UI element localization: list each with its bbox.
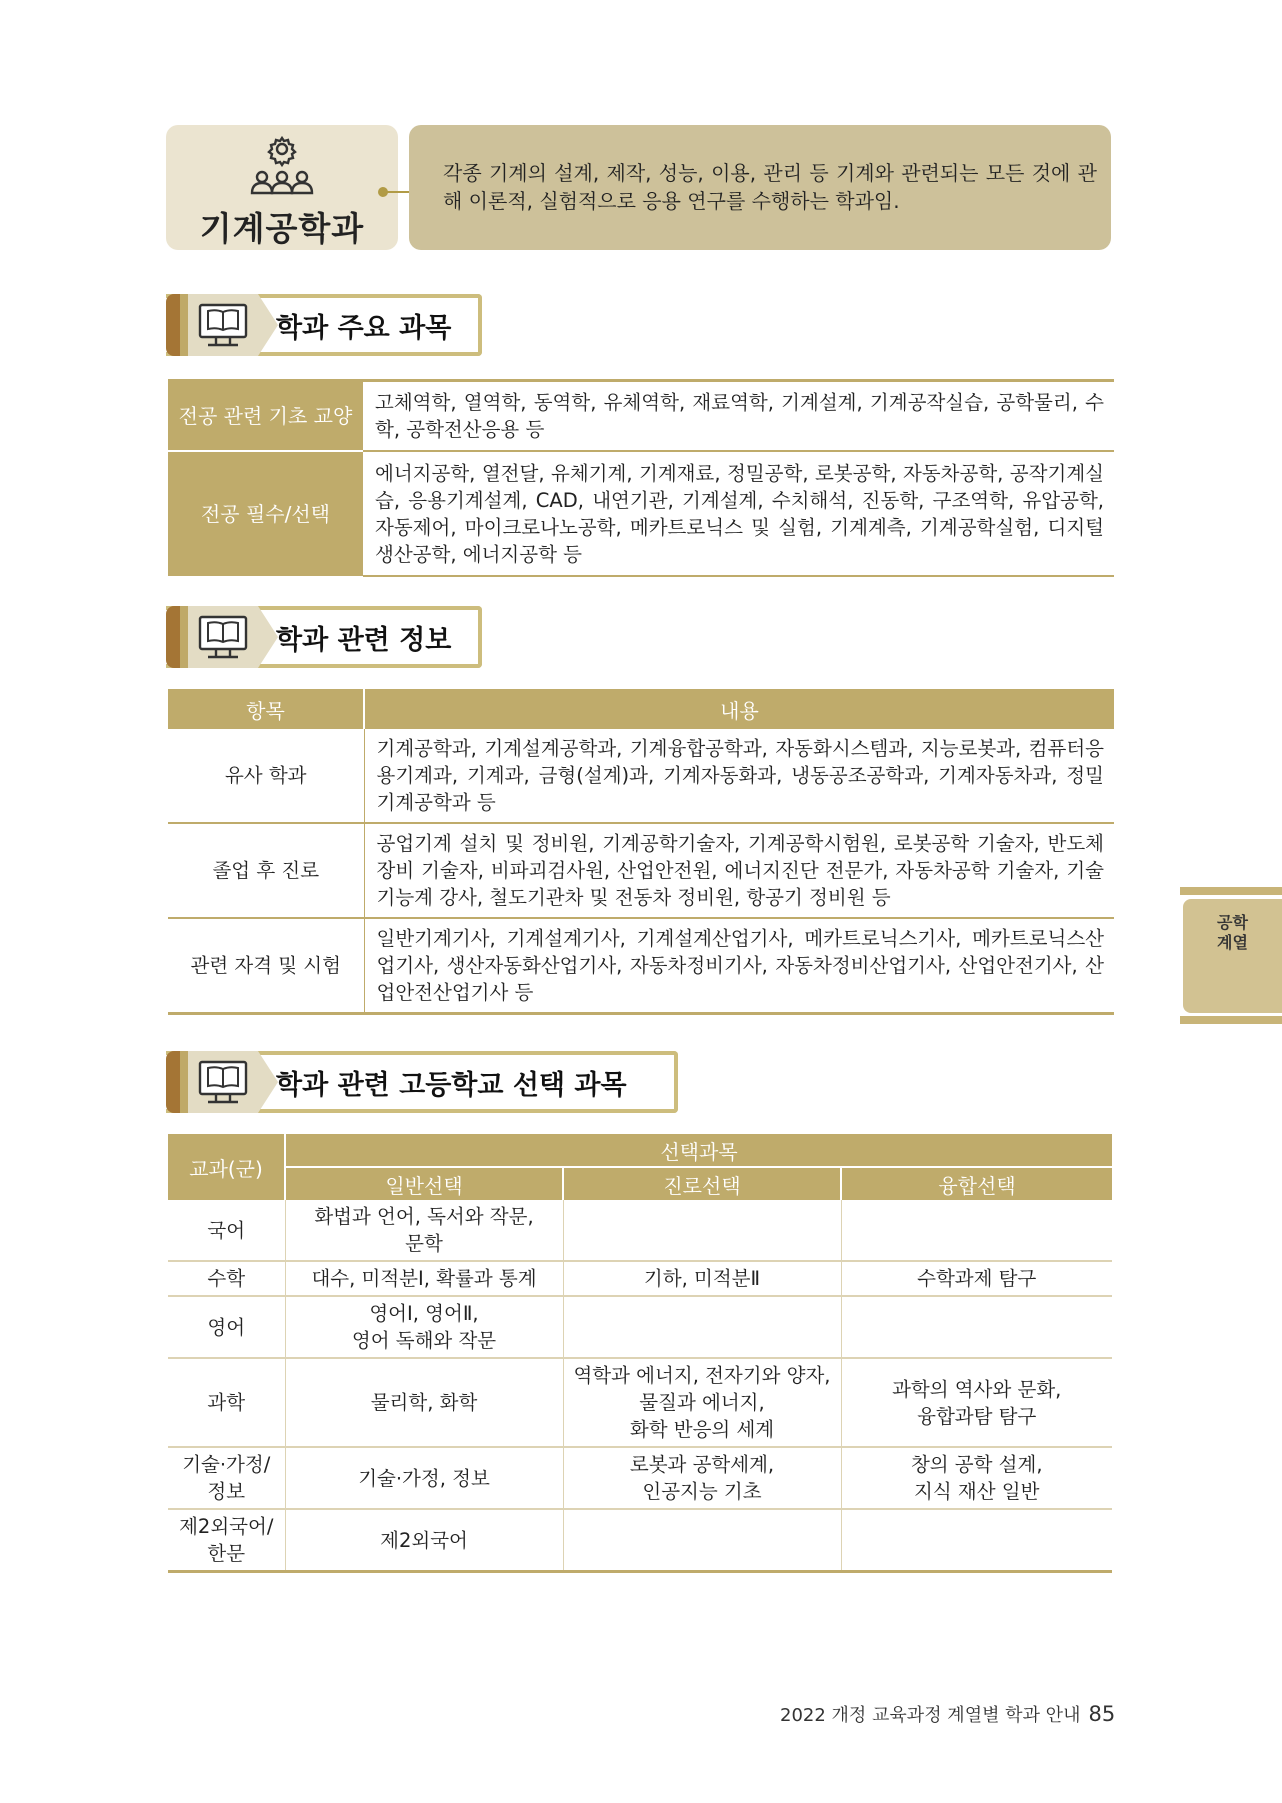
row-label: 전공 관련 기초 교양 — [168, 381, 363, 452]
cell-career: 기하, 미적분Ⅱ — [563, 1261, 841, 1296]
cell-subject: 수학 — [168, 1261, 285, 1296]
monitor-book-icon — [188, 606, 258, 668]
section-header-subjects — [166, 294, 482, 356]
cell-career — [563, 1296, 841, 1358]
department-title: 기계공학과 — [199, 209, 365, 248]
row-label: 관련 자격 및 시험 — [168, 918, 364, 1014]
header-fusion: 융합선택 — [841, 1167, 1112, 1200]
section-title: 학과 관련 정보 — [276, 625, 452, 656]
cell-subject: 과학 — [168, 1358, 285, 1447]
cell-career — [563, 1200, 841, 1261]
cell-fusion — [841, 1296, 1112, 1358]
section-header-hs-subjects — [166, 1051, 678, 1113]
table-row — [168, 1509, 1112, 1572]
row-value: 에너지공학, 열전달, 유체기계, 기계재료, 정밀공학, 로봇공학, 자동차공학, 공작기계실습, 응용기계설계, CAD, 내연기관, 기계설계, 수치해석, 진동학, 구조역학, 유압공학, 자동제어, 마이크로나노공학, 메카트로닉스 및 실험, 기계계측, 기계공학실험, 디지털생산공학, 에너지공학 등 — [363, 451, 1114, 576]
cell-general: 화법과 언어, 독서와 작문, 문학 — [285, 1200, 563, 1261]
table-row — [168, 1296, 1112, 1358]
table-header-row — [168, 1167, 1112, 1200]
row-label: 졸업 후 진로 — [168, 823, 364, 918]
table-row — [168, 451, 1114, 576]
cell-career — [563, 1509, 841, 1572]
row-value: 공업기계 설치 및 정비원, 기계공학기술자, 기계공학시험원, 로봇공학 기술자, 반도체장비 기술자, 비파괴검사원, 산업안전원, 에너지진단 전문가, 자동차공학 기술자, 기술기능계 강사, 철도기관차 및 전동차 정비원, 항공기 정비원 등 — [364, 823, 1114, 918]
row-label: 전공 필수/선택 — [168, 451, 363, 576]
category-side-tab — [1183, 899, 1282, 1013]
row-value: 일반기계기사, 기계설계기사, 기계설계산업기사, 메카트로닉스기사, 메카트로닉스산업기사, 생산자동화산업기사, 자동차정비기사, 자동차정비산업기사, 산업안전기사, 산업안전산업기사 등 — [364, 918, 1114, 1014]
table-row — [168, 1261, 1112, 1296]
cell-general: 대수, 미적분Ⅰ, 확률과 통계 — [285, 1261, 563, 1296]
row-value: 기계공학과, 기계설계공학과, 기계융합공학과, 자동화시스템과, 지능로봇과, 컴퓨터응용기계과, 기계과, 금형(설계)과, 기계자동화과, 냉동공조공학과, 기계자동차과, 정밀기계공학과 등 — [364, 729, 1114, 823]
cell-general: 기술·가정, 정보 — [285, 1447, 563, 1509]
department-description-box — [409, 125, 1111, 250]
page-number: 85 — [1088, 1702, 1116, 1726]
header-general: 일반선택 — [285, 1167, 563, 1200]
cell-fusion: 수학과제 탐구 — [841, 1261, 1112, 1296]
monitor-book-icon — [188, 294, 258, 356]
table-header-row — [168, 689, 1114, 729]
cell-subject: 국어 — [168, 1200, 285, 1261]
section-title: 학과 관련 고등학교 선택 과목 — [276, 1070, 627, 1101]
header-subject: 교과(군) — [168, 1134, 285, 1200]
cell-fusion — [841, 1200, 1112, 1261]
cell-career: 로봇과 공학세계, 인공지능 기초 — [563, 1447, 841, 1509]
header-item: 항목 — [168, 689, 364, 729]
table-row — [168, 918, 1114, 1014]
people-gear-icon — [249, 135, 315, 197]
cell-fusion: 창의 공학 설계, 지식 재산 일반 — [841, 1447, 1112, 1509]
table-row — [168, 1358, 1112, 1447]
footer-text: 2022 개정 교육과정 계열별 학과 안내 — [780, 1705, 1081, 1726]
cell-general: 영어Ⅰ, 영어Ⅱ, 영어 독해와 작문 — [285, 1296, 563, 1358]
cell-general: 물리학, 화학 — [285, 1358, 563, 1447]
header-career: 진로선택 — [563, 1167, 841, 1200]
section-title: 학과 주요 과목 — [276, 313, 452, 344]
cell-subject: 영어 — [168, 1296, 285, 1358]
hs-subjects-table — [168, 1134, 1112, 1573]
header-selection: 선택과목 — [285, 1134, 1112, 1167]
table-row — [168, 381, 1114, 452]
side-tab-label: 공학 계열 — [1217, 913, 1248, 952]
cell-general: 제2외국어 — [285, 1509, 563, 1572]
department-description: 각종 기계의 설계, 제작, 성능, 이용, 관리 등 기계와 관련되는 모든 것에 관해 이론적, 실험적으로 응용 연구를 수행하는 학과임. — [443, 161, 1097, 213]
monitor-book-icon — [188, 1051, 258, 1113]
side-tab-line — [1180, 887, 1282, 895]
cell-career: 역학과 에너지, 전자기와 양자, 물질과 에너지, 화학 반응의 세계 — [563, 1358, 841, 1447]
connector-dot — [378, 187, 388, 197]
major-subjects-table — [168, 379, 1114, 577]
table-header-row — [168, 1134, 1112, 1167]
table-row — [168, 1447, 1112, 1509]
cell-subject: 제2외국어/ 한문 — [168, 1509, 285, 1572]
side-tab-line — [1180, 1016, 1282, 1024]
header-content: 내용 — [364, 689, 1114, 729]
related-info-table — [168, 689, 1114, 1015]
cell-fusion: 과학의 역사와 문화, 융합과탐 탐구 — [841, 1358, 1112, 1447]
row-label: 유사 학과 — [168, 729, 364, 823]
section-header-info — [166, 606, 482, 668]
table-row — [168, 823, 1114, 918]
cell-fusion — [841, 1509, 1112, 1572]
row-value: 고체역학, 열역학, 동역학, 유체역학, 재료역학, 기계설계, 기계공작실습, 공학물리, 수학, 공학전산응용 등 — [363, 381, 1114, 452]
page-footer — [780, 1701, 1115, 1727]
cell-subject: 기술·가정/ 정보 — [168, 1447, 285, 1509]
table-row — [168, 1200, 1112, 1261]
table-row — [168, 729, 1114, 823]
department-card — [166, 125, 398, 250]
